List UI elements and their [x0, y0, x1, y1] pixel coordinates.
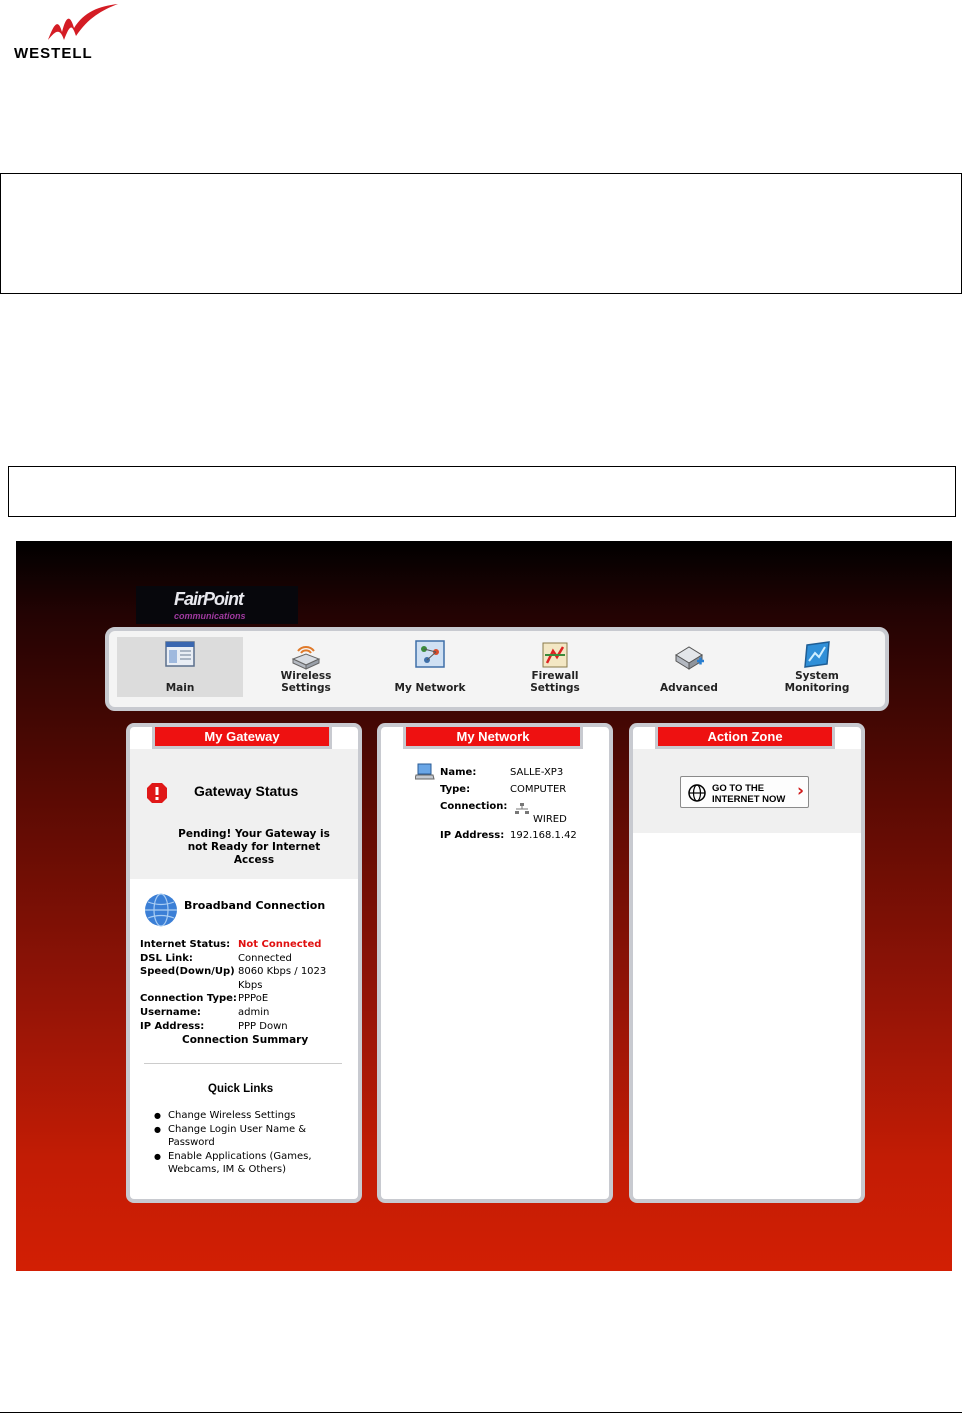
- my-gateway-tab: My Gateway: [152, 727, 332, 749]
- device-ip-value: 192.168.1.42: [510, 830, 577, 841]
- quick-links-title: Quick Links: [208, 1083, 274, 1095]
- device-type-value: COMPUTER: [510, 784, 567, 795]
- speed-label: Speed(Down/Up): [140, 966, 235, 977]
- chevron-right-icon: ›: [796, 781, 804, 801]
- footer-rule: [0, 1412, 962, 1413]
- nav-advanced[interactable]: [626, 637, 752, 697]
- action-zone-tab: Action Zone: [655, 727, 835, 749]
- fairpoint-logo: [136, 586, 298, 624]
- username-value: admin: [238, 1007, 270, 1018]
- document-caption-box: [8, 466, 956, 517]
- connection-type-value: PPPoE: [238, 993, 269, 1004]
- ip-address-label: IP Address:: [140, 1021, 205, 1032]
- warning-icon: [146, 782, 168, 804]
- my-network-panel: [377, 723, 613, 1203]
- nav-wireless-settings[interactable]: [243, 637, 369, 697]
- device-connection-label: Connection:: [440, 801, 508, 812]
- username-label: Username:: [140, 1007, 201, 1018]
- nav-my-network[interactable]: [367, 637, 493, 697]
- dsl-link-value: Connected: [238, 953, 292, 964]
- internet-status-label: Internet Status:: [140, 939, 231, 950]
- westell-logo: [14, 2, 118, 62]
- gateway-status-title: Gateway Status: [194, 783, 299, 799]
- nav-system-monitoring[interactable]: [754, 637, 880, 697]
- nav-main-label: Main: [165, 682, 195, 694]
- main-navigation-bar: [105, 627, 889, 711]
- advanced-settings-icon: [671, 639, 707, 671]
- connection-type-label: Connection Type:: [140, 993, 237, 1004]
- my-network-tab: My Network: [403, 727, 583, 749]
- fairpoint-logo-sub: communications: [174, 611, 246, 621]
- nav-wireless-settings-label: Wireless Settings: [280, 670, 332, 694]
- quick-links-list: [154, 1109, 354, 1177]
- dsl-link-label: DSL Link:: [140, 953, 193, 964]
- computer-icon: [415, 763, 435, 781]
- globe-icon: [687, 784, 707, 802]
- fairpoint-logo-main: FairPoint: [174, 589, 244, 609]
- wired-connection-icon: [515, 803, 529, 815]
- internet-status-value: Not Connected: [238, 939, 322, 950]
- router-ui-screenshot: [16, 541, 952, 1271]
- globe-icon: [142, 891, 180, 929]
- action-zone-panel: [629, 723, 865, 1203]
- nav-firewall-settings[interactable]: [492, 637, 618, 697]
- go-to-internet-button[interactable]: [680, 776, 809, 808]
- nav-main[interactable]: [117, 637, 243, 697]
- device-name-label: Name:: [440, 767, 477, 778]
- speed-value: 8060 Kbps / 1023 Kbps: [238, 966, 327, 991]
- system-monitor-icon: [799, 639, 835, 671]
- quick-link-change-wireless[interactable]: ● Change Wireless Settings: [154, 1109, 354, 1123]
- firewall-icon: [537, 639, 573, 671]
- device-connection-value: WIRED: [533, 814, 567, 825]
- broadband-connection-title: Broadband Connection: [184, 899, 326, 912]
- westell-wordmark: WESTELL: [14, 45, 93, 62]
- go-to-internet-label: GO TO THE INTERNET NOW: [712, 783, 786, 805]
- network-map-icon: [412, 639, 448, 671]
- wireless-router-icon: [288, 639, 324, 671]
- section-divider: [144, 1063, 342, 1064]
- quick-link-change-login[interactable]: ● Change Login User Name & Password: [154, 1123, 354, 1150]
- nav-firewall-settings-label: Firewall Settings: [530, 670, 580, 694]
- main-page-icon: [162, 639, 198, 671]
- quick-link-enable-applications[interactable]: ● Enable Applications (Games, Webcams, IM & Others): [154, 1150, 354, 1177]
- device-type-label: Type:: [440, 784, 471, 795]
- ip-address-value: PPP Down: [238, 1021, 288, 1032]
- nav-advanced-label: Advanced: [660, 682, 718, 694]
- device-name-value[interactable]: SALLE-XP3: [510, 767, 564, 778]
- connection-summary-link[interactable]: Connection Summary: [182, 1034, 309, 1046]
- my-gateway-panel: [126, 723, 362, 1203]
- nav-system-monitoring-label: System Monitoring: [784, 670, 850, 694]
- nav-my-network-label: My Network: [394, 682, 466, 694]
- gateway-pending-message: Pending! Your Gateway is not Ready for Internet Access: [178, 828, 330, 866]
- westell-swoosh-icon: [44, 2, 120, 46]
- device-ip-label: IP Address:: [440, 830, 505, 841]
- document-text-box: [0, 173, 962, 294]
